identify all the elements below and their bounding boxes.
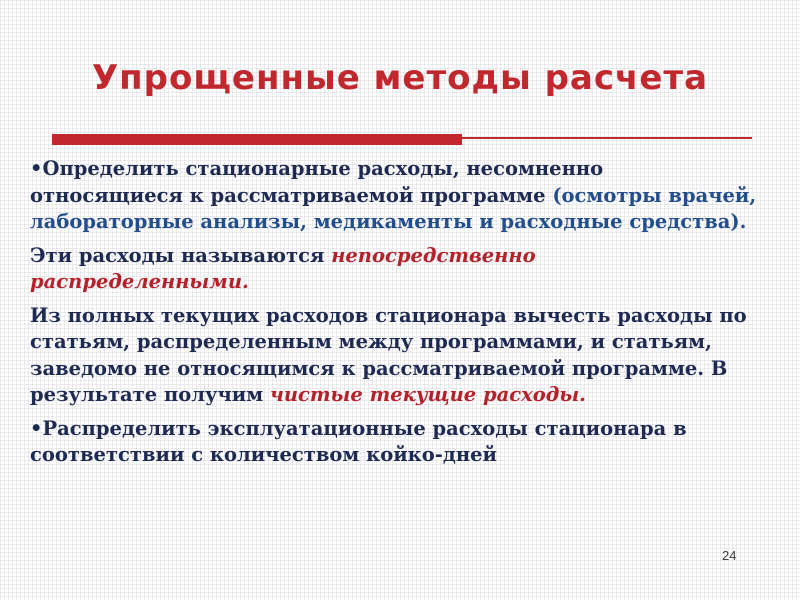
paragraph-2-highlight: непосредственно распределенными. [30, 243, 536, 293]
bullet-marker: • [30, 416, 43, 440]
paragraph-3-text: Из полных текущих расходов стационара вычесть расходы по статьям, распределенным между программами, и статьям, заведомо не относящимся к рассматриваемой программе. В результате получим [30, 303, 747, 406]
slide-body [30, 156, 758, 476]
paragraph-1 [30, 156, 758, 236]
paragraph-4-text: Распределить эксплуатационные расходы стационара в соответствии с количеством койко-дней [30, 416, 687, 466]
bullet-marker: • [30, 157, 43, 180]
title-underline-thin [455, 137, 752, 139]
title-underline-thick [52, 134, 462, 145]
paragraph-2 [30, 243, 758, 296]
paragraph-4 [30, 416, 758, 469]
paragraph-3 [30, 303, 758, 409]
paragraph-1-tail: . [739, 210, 747, 233]
page-number: 24 [722, 548, 737, 563]
paragraph-3-highlight: чистые текущие расходы. [269, 383, 586, 406]
slide-title: Упрощенные методы расчета [91, 58, 709, 98]
paragraph-2-text: Эти расходы называются [30, 243, 332, 267]
paragraph-1-text: Определить стационарные расходы, несомненно относящиеся к рассматриваемой программе [30, 157, 604, 207]
paragraph-1-highlight: (осмотры врачей, лабораторные анализы, медикаменты и расходные средства) [30, 183, 757, 233]
